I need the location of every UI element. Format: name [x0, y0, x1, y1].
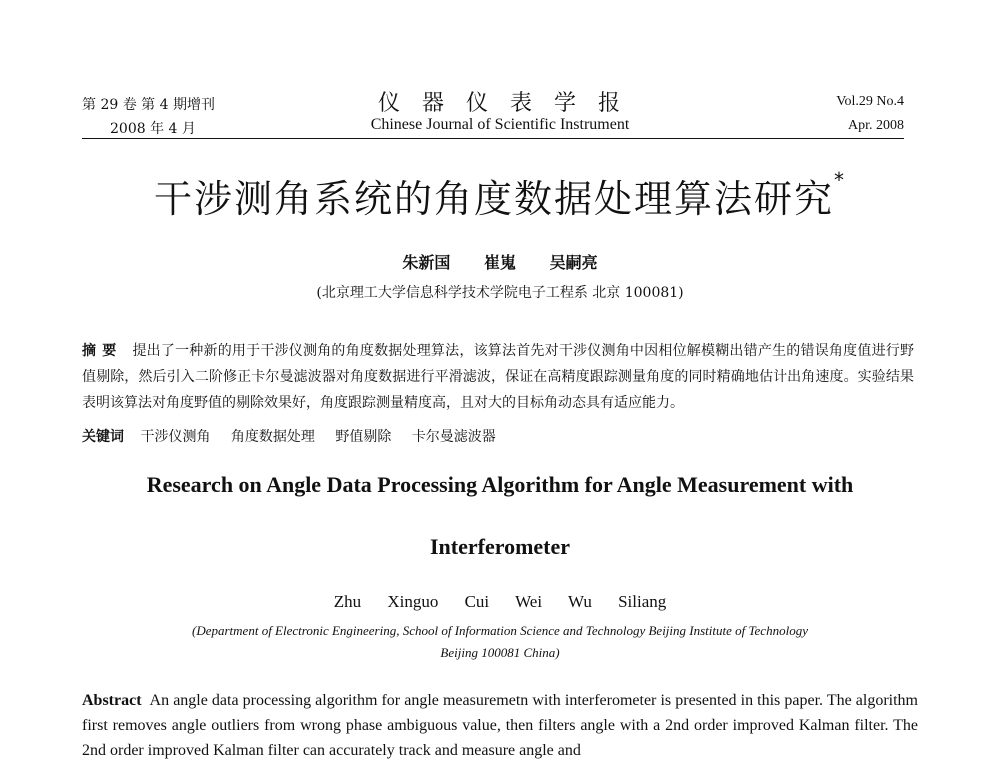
journal-name-cn: 仪器仪表学报 — [377, 91, 642, 116]
keywords-cn-label: 关键词 — [82, 429, 124, 445]
paper-title-cn-text: 干涉测角系统的角度数据处理算法研究 — [153, 177, 834, 221]
volume-issue-en: Vol.29 No.4 — [836, 94, 904, 109]
authors-cn: 朱新国 崔嵬 吴嗣亮 — [402, 253, 598, 272]
abstract-en — [82, 688, 918, 763]
volume-issue: 第 29 卷 第 4 期增刊 — [82, 97, 215, 113]
affiliation-en — [0, 620, 1000, 664]
paper-title-en-line1: Research on Angle Data Processing Algorithm for Angle Measurement with — [146, 472, 854, 497]
keyword: 野值剔除 — [335, 429, 392, 445]
issue-date-en: Apr. 2008 — [848, 118, 904, 133]
abstract-en-label: Abstract — [82, 692, 142, 709]
authors-en: Zhu Xinguo Cui Wei Wu Siliang — [333, 592, 667, 611]
issue-date-cn: 2008 年 4 月 — [110, 121, 196, 137]
abstract-en-text: An angle data processing algorithm for angle measuremetn with interferometer is presented in this paper. The algorithm first removes angle outliers from wrong phase ambiguous value, then filters angle with a 2nd order improved Kalman filter. The 2nd order improved Kalman filter can accurately track and measure angle and — [82, 692, 918, 759]
keyword: 干涉仪测角 — [140, 429, 211, 445]
header-rule — [82, 138, 904, 139]
abstract-cn-label: 摘要 — [82, 343, 123, 359]
paper-title-en-line2: Interferometer — [429, 534, 571, 559]
journal-name-en: Chinese Journal of Scientific Instrument — [370, 116, 630, 133]
affiliation-en-line2: Beijing 100081 China) — [440, 645, 560, 660]
abstract-cn — [82, 338, 914, 416]
abstract-cn-text: 提出了一种新的用于干涉仪测角的角度数据处理算法，该算法首先对干涉仪测角中因相位解模糊出错产生的错误角度值进行野值剔除，然后引入二阶修正卡尔曼滤波器对角度数据进行平滑滤波，保证在高精度跟踪测量角度的同时精确地估计出角速度。实验结果表明该算法对角度野值的剔除效果好，角度跟踪测量精度高，且对大的目标角动态具有适应能力。 — [82, 343, 915, 411]
paper-title-cn — [0, 168, 1000, 223]
affiliation-en-line1: (Department of Electronic Engineering, School of Information Science and Technology Beijing Institute of Technology — [192, 623, 808, 638]
title-footnote-mark: * — [834, 168, 846, 192]
keywords-cn — [82, 426, 512, 446]
keyword: 角度数据处理 — [230, 429, 315, 445]
affiliation-cn: (北京理工大学信息科学技术学院电子工程系 北京 100081) — [316, 285, 684, 301]
keyword: 卡尔曼滤波器 — [411, 429, 496, 445]
